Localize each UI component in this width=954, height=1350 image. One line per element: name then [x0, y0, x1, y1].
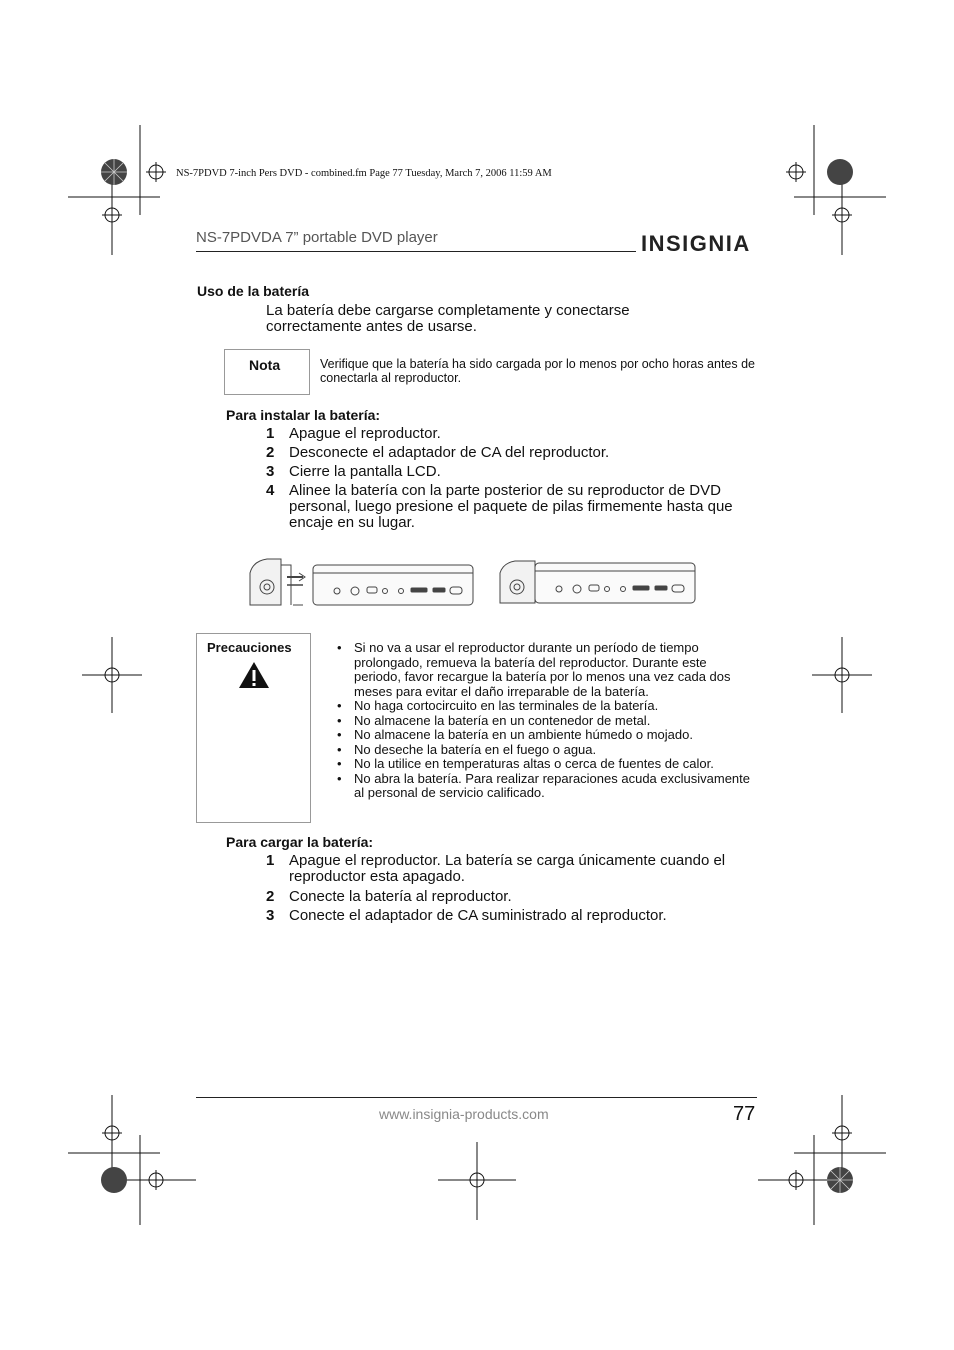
list-item: • No deseche la batería en el fuego o agua. [337, 743, 757, 758]
install-steps-list [266, 426, 758, 531]
step-text: Alinee la batería con la parte posterior de su reproductor de DVD personal, luego presione el paquete de pilas firmemente hasta que encaje en su lugar. [289, 482, 733, 531]
step-number: 3 [266, 463, 275, 480]
step-number: 2 [266, 888, 275, 905]
insignia-logo-text: INSIGNIA [641, 231, 751, 256]
list-item: • Si no va a usar el reproductor durante un período de tiempo prolongado, remueva la batería del reproductor. Durante este periodo, favor recargue la batería por lo menos una vez cada dos meses para evitar el daño irreparable de la batería. [337, 641, 757, 699]
step-text: Apague el reproductor. [289, 425, 441, 442]
section-title-charge: Para cargar la batería: [226, 834, 374, 850]
list-item: • No abra la batería. Para realizar reparaciones acuda exclusivamente al personal de servicio calificado. [337, 772, 757, 801]
step-number: 4 [266, 482, 275, 499]
battery-installation-illustration [245, 555, 700, 610]
list-item [266, 889, 758, 905]
footer-url: www.insignia-products.com [379, 1106, 549, 1122]
print-job-info: NS-7PDVD 7-inch Pers DVD - combined.fm Page 77 Tuesday, March 7, 2006 11:59 AM [176, 168, 552, 179]
list-item: • No almacene la batería en un ambiente húmedo o mojado. [337, 728, 757, 743]
section-title-install: Para instalar la batería: [226, 407, 381, 423]
list-item: • No la utilice en temperaturas altas o cerca de fuentes de calor. [337, 757, 757, 772]
list-item [266, 908, 758, 924]
list-item [266, 445, 758, 461]
caution-list [337, 641, 757, 801]
header-rule [196, 251, 636, 252]
list-item [266, 426, 758, 442]
section-body-battery-use: La batería debe cargarse completamente y conectarse correctamente antes de usarse. [266, 302, 630, 335]
header-title: NS-7PDVDA 7” portable DVD player [196, 229, 438, 246]
step-number: 2 [266, 444, 275, 461]
caution-label: Precauciones [207, 640, 292, 655]
note-text: Verifique que la batería ha sido cargada por lo menos por ocho horas antes de conectarla al reproductor. [320, 357, 756, 385]
section-title-battery-use: Uso de la batería [197, 283, 310, 299]
list-item [266, 483, 758, 531]
note-label: Nota [249, 357, 281, 373]
step-text: Cierre la pantalla LCD. [289, 463, 441, 480]
footer-rule [196, 1097, 757, 1098]
step-number: 3 [266, 907, 275, 924]
step-number: 1 [266, 852, 275, 869]
step-number: 1 [266, 425, 275, 442]
insignia-logo [641, 226, 759, 262]
step-text: Conecte la batería al reproductor. [289, 888, 512, 905]
step-text: Conecte el adaptador de CA suministrado al reproductor. [289, 907, 667, 924]
warning-triangle-icon [238, 661, 270, 689]
charge-steps-list [266, 853, 758, 924]
step-text: Apague el reproductor. La batería se carga únicamente cuando el reproductor esta apagado. [289, 852, 726, 885]
list-item [266, 464, 758, 480]
page-number: 77 [733, 1103, 756, 1125]
step-text: Desconecte el adaptador de CA del reproductor. [289, 444, 610, 461]
list-item: • No haga cortocircuito en las terminales de la batería. [337, 699, 757, 714]
list-item: • No almacene la batería en un contenedor de metal. [337, 714, 757, 729]
list-item [266, 853, 758, 885]
